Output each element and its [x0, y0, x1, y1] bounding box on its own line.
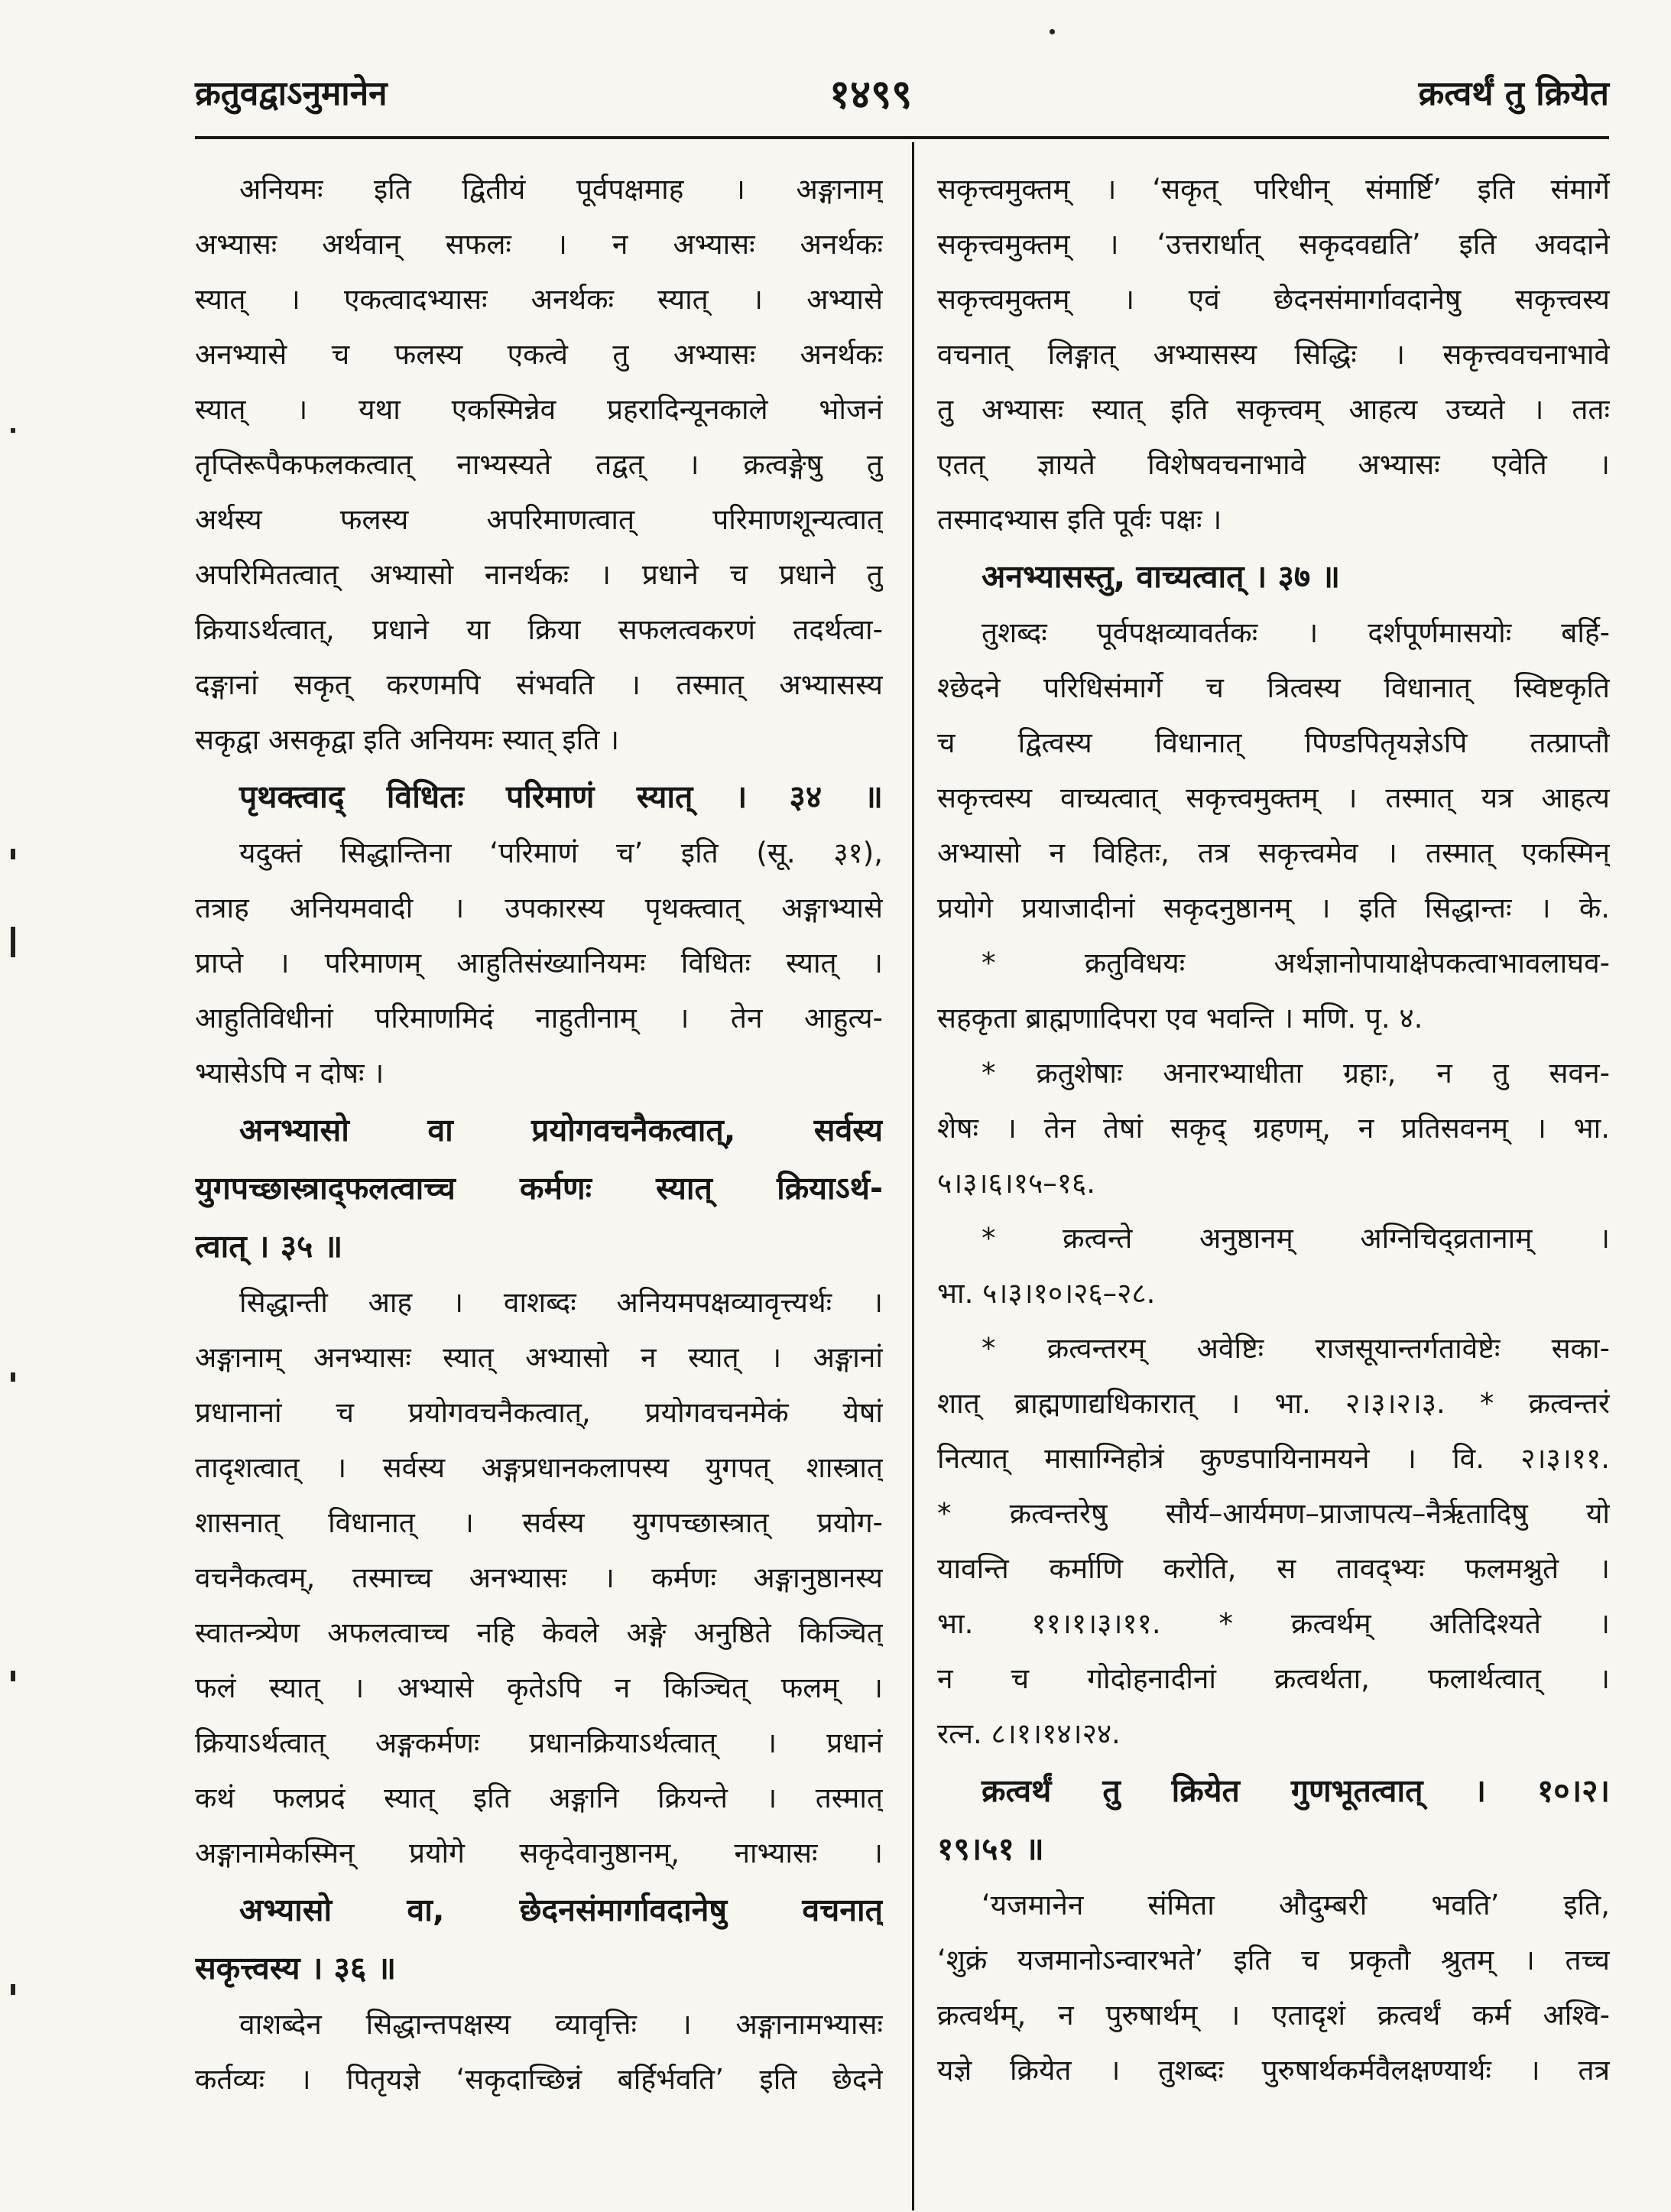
note-line: सहकृता ब्राह्मणादिपरा एव भवन्ति । मणि. पृ. ४.	[937, 1002, 1423, 1035]
sutra-heading: क्रत्वर्थं तु क्रियेत गुणभूतत्वात् । १०।२।	[982, 1772, 1610, 1809]
text-line: अर्थस्य फलस्य अपरिमाणत्वात् परिमाणशून्यत्वात्	[195, 503, 883, 536]
note-line: न च गोदोहनादीनां क्रत्वर्थता, फलार्थत्वात् ।	[937, 1662, 1610, 1695]
text-line: प्राप्ते । परिमाणम् आहुतिसंख्यानियमः विधितः स्यात् ।	[195, 947, 883, 979]
note-line: रत्न. ८।१।१४।२४.	[937, 1717, 1121, 1750]
header-right-title: क्रत्वर्थं तु क्रियेत	[1418, 74, 1609, 113]
text-line: तस्मादभ्यास इति पूर्वः पक्षः ।	[937, 503, 1222, 536]
text-line: अङ्गानामेकस्मिन् प्रयोगे सकृदेवानुष्ठानम्, नाभ्यासः ।	[195, 1837, 883, 1869]
text-line: ‘शुक्रं यजमानोऽन्वारभते’ इति च प्रकृतौ श्रुतम् । तच्च	[937, 1944, 1610, 1977]
text-line: अङ्गानाम् अनभ्यासः स्यात् अभ्यासो न स्यात् । अङ्गानां	[195, 1341, 883, 1374]
sutra-heading: सकृत्त्वस्य । ३६ ॥	[195, 1950, 397, 1986]
text-line: क्रत्वर्थम्, न पुरुषार्थम् । एतादृशं क्रत्वर्थं कर्म अश्वि-	[937, 1999, 1610, 2032]
text-line: स्यात् । यथा एकस्मिन्नेव प्रहरादिन्यूनकाले भोजनं	[195, 393, 883, 426]
text-line: तत्राह अनियमवादी । उपकारस्य पृथक्त्वात् अङ्गाभ्यासे	[195, 892, 883, 924]
note-line: भा. ५।३।१०।२६–२८.	[937, 1277, 1156, 1310]
sutra-heading: अभ्यासो वा, छेदनसंमार्गावदानेषु वचनात्	[239, 1892, 883, 1928]
text-line: वचनैकत्वम्, तस्माच्च अनभ्यासः । कर्मणः अङ्गानुष्ठानस्य	[195, 1561, 883, 1594]
text-line: यदुक्तं सिद्धान्तिना ‘परिमाणं च’ इति (सू. ३१),	[239, 836, 883, 869]
text-line: सिद्धान्ती आह । वाशब्दः अनियमपक्षव्यावृत्त्यर्थः ।	[239, 1286, 883, 1319]
text-line: यज्ञे क्रियेत । तुशब्दः पुरुषार्थकर्मवैलक्षण्यार्थः । तत्र	[937, 2054, 1610, 2087]
text-line: स्यात् । एकत्वादभ्यासः अनर्थकः स्यात् । अभ्यासे	[195, 283, 883, 316]
note-line: * क्रत्वन्तरम् अवेष्टिः राजसूयान्तर्गतावेष्टेः सका-	[982, 1332, 1610, 1365]
text-line: स्वातन्त्र्येण अफलत्वाच्च नहि केवले अङ्गे अनुष्ठिते किञ्चित्	[195, 1616, 883, 1649]
margin-mark	[11, 1671, 15, 1681]
note-line: ५।३।६।१५–१६.	[937, 1167, 1096, 1200]
note-line: शेषः । तेन तेषां सकृद् ग्रहणम्, न प्रतिसवनम् । भा.	[937, 1112, 1610, 1145]
text-line: क्रियाऽर्थत्वात्, प्रधाने या क्रिया सफलत्वकरणं तदर्थत्वा-	[195, 613, 883, 646]
text-line: क्रियाऽर्थत्वात् अङ्गकर्मणः प्रधानक्रियाऽर्थत्वात् । प्रधानं	[195, 1726, 883, 1759]
text-line: वाशब्देन सिद्धान्तपक्षस्य व्यावृत्तिः । अङ्गानामभ्यासः	[239, 2008, 883, 2041]
left-column	[195, 162, 883, 2107]
text-line: तादृशत्वात् । सर्वस्य अङ्गप्रधानकलापस्य युगपत् शास्त्रात्	[195, 1451, 883, 1484]
sutra-heading: त्वात् । ३५ ॥	[195, 1228, 343, 1265]
text-line: च द्वित्वस्य विधानात् पिण्डपितृयज्ञेऽपि तत्प्राप्तौ	[937, 726, 1610, 759]
text-line: सकृद्वा असकृद्वा इति अनियमः स्यात् इति ।	[195, 723, 620, 756]
column-divider	[912, 142, 914, 2210]
text-line: अभ्यासो न विहितः, तत्र सकृत्त्वमेव । तस्मात् एकस्मिन्	[937, 836, 1610, 869]
text-line: तु अभ्यासः स्यात् इति सकृत्त्वम् आहत्य उच्यते । ततः	[937, 393, 1610, 426]
text-line: प्रयोगे प्रयाजादीनां सकृदनुष्ठानम् । इति सिद्धान्तः । के.	[937, 892, 1610, 924]
sutra-heading: अनभ्यासस्तु, वाच्यत्वात् । ३७ ॥	[982, 558, 1341, 595]
text-line: आहुतिविधीनां परिमाणमिदं नाहुतीनाम् । तेन आहुत्य-	[195, 1002, 883, 1035]
text-line: तुशब्दः पूर्वपक्षव्यावर्तकः । दर्शपूर्णमासयोः बर्हि-	[982, 616, 1610, 649]
note-line: नित्यात् मासाग्निहोत्रं कुण्डपायिनामयने । वि. २।३।११.	[937, 1442, 1610, 1475]
note-line: शात् ब्राह्मणाद्यधिकारात् । भा. २।३।२।३. * क्रत्वन्तरं	[937, 1387, 1610, 1420]
text-line: सकृत्त्वमुक्तम् । ‘सकृत् परिधीन् संमार्ष्टि’ इति संमार्गे	[937, 173, 1610, 206]
text-line: कर्तव्यः । पितृयज्ञे ‘सकृदाच्छिन्नं बर्हिर्भवति’ इति छेदने	[195, 2063, 883, 2096]
margin-mark	[11, 428, 15, 433]
margin-mark	[11, 1984, 15, 1995]
text-line: अनियमः इति द्वितीयं पूर्वपक्षमाह । अङ्गानाम्	[239, 173, 883, 206]
running-header	[195, 69, 1609, 126]
page-number: १४९९	[829, 72, 913, 118]
note-line: * क्रतुविधयः अर्थज्ञानोपायाक्षेपकत्वाभावलाघव-	[982, 947, 1610, 979]
text-line: शासनात् विधानात् । सर्वस्य युगपच्छास्त्रात् प्रयोग-	[195, 1506, 883, 1539]
margin-mark	[11, 927, 15, 957]
text-line: दङ्गानां सकृत् करणमपि संभवति । तस्मात् अभ्यासस्य	[195, 668, 883, 701]
text-line: अपरिमितत्वात् अभ्यासो नानर्थकः । प्रधाने च प्रधाने तु	[195, 558, 883, 591]
text-line: अभ्यासः अर्थवान् सफलः । न अभ्यासः अनर्थकः	[195, 228, 883, 261]
margin-mark	[11, 849, 15, 859]
text-line: एतत् ज्ञायते विशेषवचनाभावे अभ्यासः एवेति ।	[937, 448, 1610, 481]
text-line: ‘यजमानेन संमिता औदुम्बरी भवति’ इति,	[982, 1889, 1610, 1921]
text-line: श्छेदने परिधिसंमार्गे च त्रित्वस्य विधानात् स्विष्टकृति	[937, 671, 1610, 704]
margin-mark	[11, 1372, 15, 1382]
text-line: सकृत्त्वमुक्तम् । एवं छेदनसंमार्गावदानेषु सकृत्त्वस्य	[937, 283, 1610, 316]
sutra-heading: युगपच्छास्त्राद्फलत्वाच्च कर्मणः स्यात् क्रियाऽर्थ-	[195, 1170, 883, 1207]
text-line: कथं फलप्रदं स्यात् इति अङ्गानि क्रियन्ते । तस्मात्	[195, 1782, 883, 1814]
text-line: सकृत्त्वमुक्तम् । ‘उत्तरार्धात् सकृदवद्यति’ इति अवदाने	[937, 228, 1610, 261]
text-line: प्रधानानां च प्रयोगवचनैकत्वात्, प्रयोगवचनमेकं येषां	[195, 1396, 883, 1429]
text-line: अनभ्यासे च फलस्य एकत्वे तु अभ्यासः अनर्थकः	[195, 338, 883, 371]
sutra-heading: अनभ्यासो वा प्रयोगवचनैकत्वात्, सर्वस्य	[239, 1112, 883, 1148]
note-line: * क्रत्वन्तरेषु सौर्य–आर्यमण–प्राजापत्य–नैर्ऋतादिषु यो	[937, 1497, 1610, 1530]
text-line: भ्यासेऽपि न दोषः ।	[195, 1057, 384, 1090]
right-column	[937, 162, 1610, 2098]
header-left-title: क्रतुवद्वाऽनुमानेन	[195, 74, 388, 113]
text-line: तृप्तिरूपैकफलकत्वात् नाभ्यस्यते तद्वत् । क्रत्वङ्गेषु तु	[195, 448, 883, 481]
text-line: फलं स्यात् । अभ्यासे कृतेऽपि न किञ्चित् फलम् ।	[195, 1671, 883, 1704]
note-line: * क्रतुशेषाः अनारभ्याधीता ग्रहाः, न तु सवन-	[982, 1057, 1610, 1090]
note-line: यावन्ति कर्माणि करोति, स तावद्भ्यः फलमश्नुते ।	[937, 1552, 1610, 1585]
text-line: सकृत्त्वस्य वाच्यत्वात् सकृत्त्वमुक्तम् । तस्मात् यत्र आहत्य	[937, 781, 1610, 814]
sutra-heading: पृथक्त्वाद् विधितः परिमाणं स्यात् । ३४ ॥	[239, 778, 883, 815]
note-line: भा. ११।१।३।११. * क्रत्वर्थम् अतिदिश्यते ।	[937, 1607, 1610, 1640]
note-line: * क्रत्वन्ते अनुष्ठानम् अग्निचिद्व्रतानाम् ।	[982, 1222, 1610, 1255]
sutra-heading: १९।५१ ॥	[937, 1830, 1044, 1867]
ink-dot	[1050, 29, 1055, 34]
text-line: वचनात् लिङ्गात् अभ्यासस्य सिद्धिः । सकृत्त्ववचनाभावे	[937, 338, 1610, 371]
header-rule	[195, 136, 1609, 139]
